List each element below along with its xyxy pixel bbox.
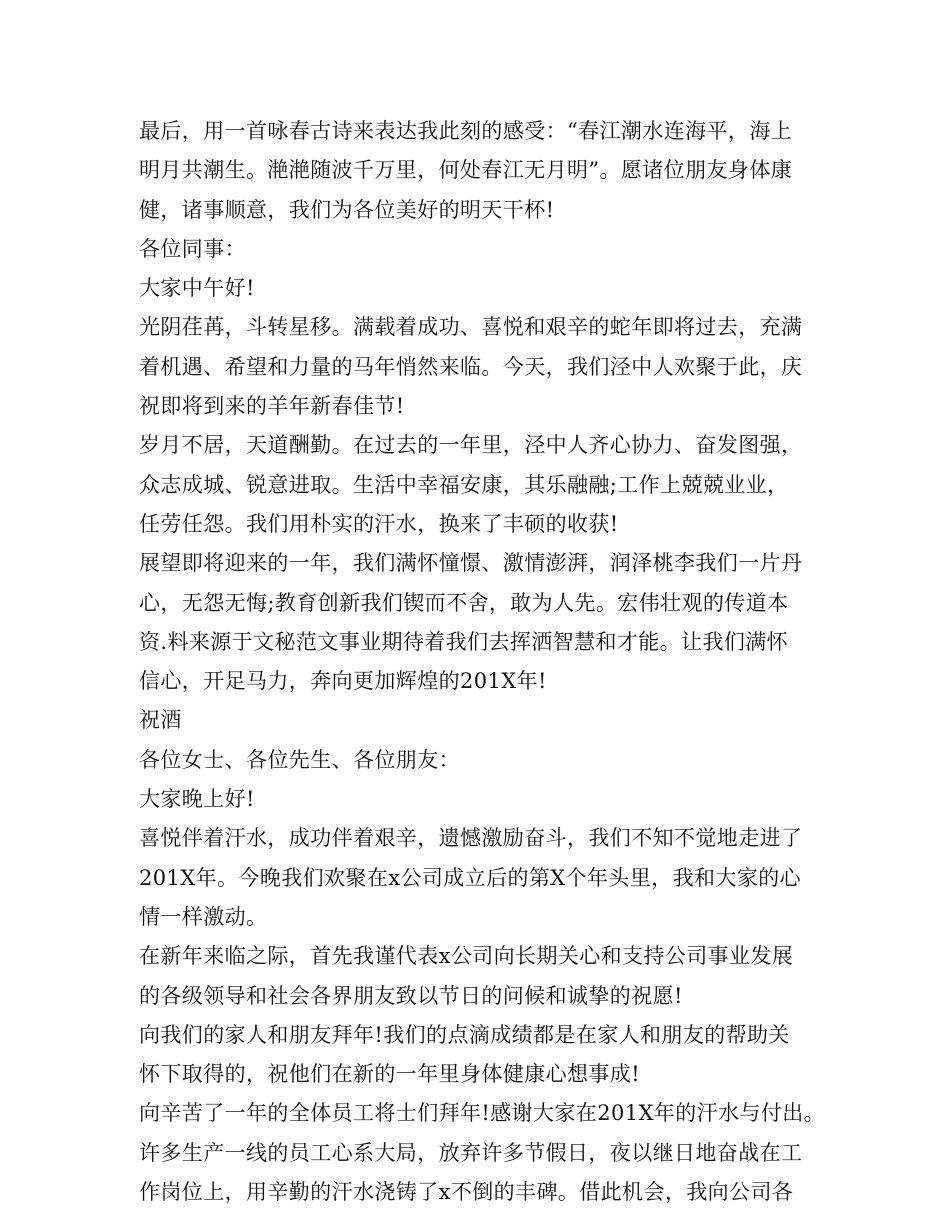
text-line: 心，无怨无悔;教育创新我们锲而不舍，敢为人先。宏伟壮观的传道本	[139, 590, 789, 615]
text-line: 各位同事：	[139, 236, 246, 261]
text-line: 大家晚上好!	[139, 787, 255, 812]
text-line: 喜悦伴着汗水，成功伴着艰辛，遗憾激励奋斗，我们不知不觉地走进了	[139, 826, 803, 851]
text-line: 祝即将到来的羊年新春佳节!	[139, 394, 405, 419]
section-heading: 祝酒	[139, 708, 182, 733]
text-line: 201X年。今晚我们欢聚在x公司成立后的第X个年头里，我和大家的心	[139, 865, 802, 890]
text-line: 作岗位上，用辛勤的汗水浇铸了x不倒的丰碑。借此机会，我向公司各	[139, 1180, 794, 1205]
text-line: 健，诸事顺意，我们为各位美好的明天干杯!	[139, 197, 555, 222]
text-line: 在新年来临之际，首先我谨代表x公司向长期关心和支持公司事业发展	[139, 944, 794, 969]
text-line: 大家中午好!	[139, 276, 255, 301]
text-line: 着机遇、希望和力量的马年悄然来临。今天，我们泾中人欢聚于此，庆	[139, 354, 803, 379]
text-line: 最后，用一首咏春古诗来表达我此刻的感受：“春江潮水连海平，海上	[139, 119, 793, 143]
text-line: 情一样激动。	[139, 904, 268, 929]
text-line: 明月共潮生。滟滟随波千万里，何处春江无月明”。愿诸位朋友身体康	[139, 158, 793, 183]
text-line: 各位女士、各位先生、各位朋友：	[139, 747, 460, 772]
text-line: 信心，开足马力，奔向更加辉煌的201X年!	[139, 669, 547, 694]
text-line: 的各级领导和社会各界朋友致以节日的问候和诚挚的祝愿!	[139, 983, 683, 1008]
text-line: 展望即将迎来的一年，我们满怀憧憬、激情澎湃，润泽桃李我们一片丹	[139, 551, 803, 576]
text-line: 光阴荏苒，斗转星移。满载着成功、喜悦和艰辛的蛇年即将过去，充满	[139, 315, 803, 340]
document-body	[139, 112, 826, 1212]
text-line: 任劳任怨。我们用朴实的汗水，换来了丰硕的收获!	[139, 511, 619, 536]
text-line: 岁月不居，天道酬勤。在过去的一年里，泾中人齐心协力、奋发图强，	[139, 433, 803, 458]
text-line: 众志成城、锐意进取。生活中幸福安康，其乐融融;工作上兢兢业业，	[139, 472, 789, 497]
text-line: 资.料来源于文秘范文事业期待着我们去挥洒智慧和才能。让我们满怀	[139, 629, 789, 654]
text-line: 许多生产一线的员工心系大局，放弃许多节假日，夜以继日地奋战在工	[139, 1140, 803, 1165]
text-line: 向我们的家人和朋友拜年!我们的点滴成绩都是在家人和朋友的帮助关	[139, 1022, 790, 1047]
text-line: 向辛苦了一年的全体员工将士们拜年!感谢大家在201X年的汗水与付出。	[139, 1101, 826, 1126]
text-line: 怀下取得的，祝他们在新的一年里身体健康心想事成!	[139, 1062, 641, 1087]
